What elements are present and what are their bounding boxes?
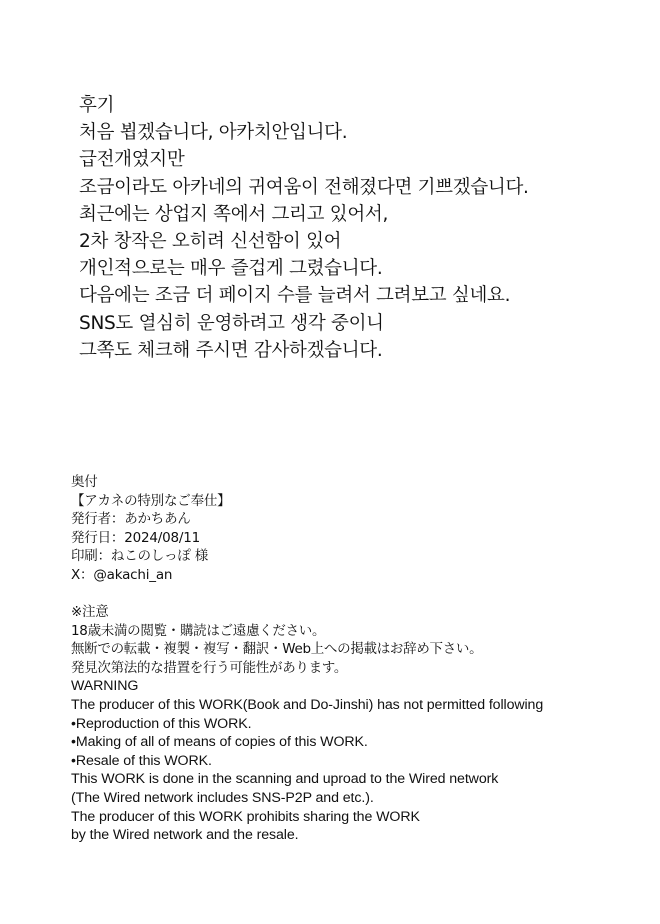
afterword-line: 2차 창작은 오히려 신선함이 있어 [79, 231, 342, 253]
notice-line: 18歳未満の閲覧・購読はご遠慮ください。 [71, 622, 326, 639]
afterword-line: 처음 뵙겠습니다, 아카치안입니다. [79, 122, 348, 144]
colophon-heading: 奥付 [71, 474, 98, 490]
book-title: 【アカネの特別なご奉仕】 [71, 492, 231, 509]
colophon-section [71, 473, 230, 585]
warning-line: •Resale of this WORK. [71, 752, 212, 769]
notice-line: 無断での転載・複製・複写・翻訳・Web上への掲載はお辞め下さい。 [71, 641, 483, 658]
afterword-line: 그쪽도 체크해 주시면 감사하겠습니다. [79, 339, 383, 361]
warning-line: (The Wired network includes SNS-P2P and etc.). [71, 789, 374, 806]
warning-line: This WORK is done in the scanning and uproad to the Wired network [71, 771, 499, 788]
printer: 印刷：ねこのしっぽ 様 [71, 548, 209, 565]
publish-date: 発行日：2024/08/11 [71, 529, 201, 546]
afterword-line: SNS도 열심히 운영하려고 생각 중이니 [79, 312, 384, 334]
notice-heading: ※注意 [71, 604, 109, 620]
notice-line: 発見次第法的な措置を行う可能性があります。 [71, 659, 348, 676]
afterword-line: 최근에는 상업지 쪽에서 그리고 있어서, [79, 203, 389, 225]
publisher: 発行者：あかちあん [71, 511, 191, 528]
notice-section [71, 603, 543, 845]
afterword-line: 개인적으로는 매우 즐겁게 그렸습니다. [79, 258, 383, 280]
afterword-line: 조금이라도 아카네의 귀여움이 전해졌다면 기쁘겠습니다. [79, 176, 529, 198]
warning-heading: WARNING [71, 678, 139, 695]
x-account: X：@akachi_an [71, 566, 173, 583]
afterword-line: 다음에는 조금 더 페이지 수를 늘려서 그려보고 싶네요. [79, 285, 511, 307]
afterword-line: 급전개였지만 [79, 149, 185, 171]
warning-line: by the Wired network and the resale. [71, 827, 299, 844]
warning-line: The producer of this WORK(Book and Do-Jinshi) has not permitted following [71, 696, 544, 713]
warning-line: •Reproduction of this WORK. [71, 715, 252, 732]
afterword-section [79, 92, 529, 364]
warning-line: •Making of all of means of copies of this WORK. [71, 734, 368, 751]
afterword-heading: 후기 [79, 95, 115, 116]
warning-line: The producer of this WORK prohibits sharing the WORK [71, 808, 420, 825]
